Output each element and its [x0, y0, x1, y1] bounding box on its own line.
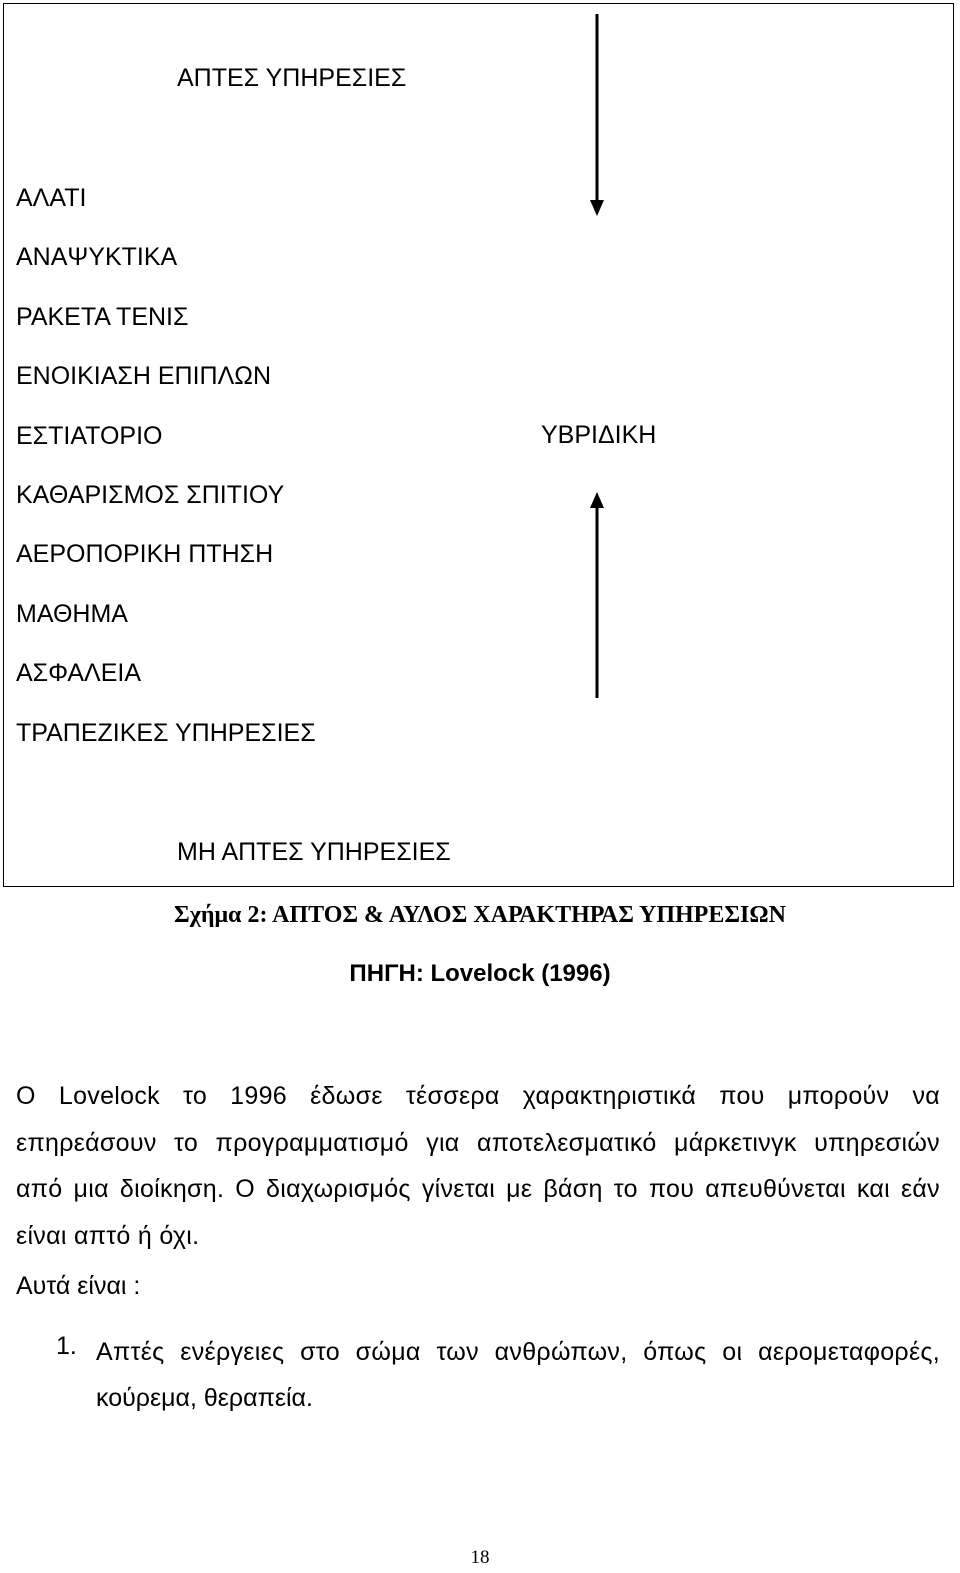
list-intro: Αυτά είναι : — [16, 1272, 141, 1300]
list-item: ΑΣΦΑΛΕΙΑ — [16, 659, 142, 688]
list-item: ΑΕΡΟΠΟΡΙΚΗ ΠΤΗΣΗ — [16, 540, 274, 569]
page-number: 18 — [470, 1547, 490, 1568]
list-item: ΕΝΟΙΚΙΑΣΗ ΕΠΙΠΛΩΝ — [16, 362, 272, 391]
paragraph-line: είναι απτό ή όχι. — [16, 1221, 200, 1250]
arrow-down-icon — [585, 14, 609, 216]
list-item-text — [96, 1329, 940, 1421]
figure-caption: Σχήμα 2: ΑΠΤΟΣ & ΑΥΛΟΣ ΧΑΡΑΚΤΗΡΑΣ ΥΠΗΡΕΣΙΩΝ — [174, 902, 786, 928]
list-item: ΕΣΤΙΑΤΟΡΙΟ — [16, 421, 163, 450]
list-item: ΜΑΘΗΜΑ — [16, 599, 128, 628]
paragraph-line: Ο Lovelock το 1996 έδωσε τέσσερα χαρακτηριστικά που μπορούν να — [16, 1082, 940, 1110]
body-paragraph — [16, 1073, 940, 1259]
list-item: ΑΝΑΨΥΚΤΙΚΑ — [16, 243, 178, 272]
list-item: ΚΑΘΑΡΙΣΜΟΣ ΣΠΙΤΙΟΥ — [16, 480, 285, 509]
list-item-line: κούρεμα, θεραπεία. — [96, 1384, 313, 1412]
list-item: ΡΑΚΕΤΑ ΤΕΝΙΣ — [16, 302, 189, 331]
list-item-number: 1. — [56, 1332, 77, 1360]
list-item-line: Απτές ενέργειες στο σώμα των ανθρώπων, όπως οι αερομεταφορές, — [96, 1338, 940, 1366]
list-item: ΑΛΑΤΙ — [16, 184, 87, 212]
figure-source: ΠΗΓΗ: Lovelock (1996) — [349, 960, 611, 987]
arrow-up-icon — [585, 492, 609, 698]
tangible-services-label: ΑΠΤΕΣ ΥΠΗΡΕΣΙΕΣ — [177, 64, 407, 92]
hybrid-label: ΥΒΡΙΔΙΚΗ — [541, 421, 657, 449]
intangible-services-label: ΜΗ ΑΠΤΕΣ ΥΠΗΡΕΣΙΕΣ — [177, 838, 451, 866]
services-list — [16, 182, 316, 776]
paragraph-line: επηρεάσουν το προγραμματισμό για αποτελεσματικό μάρκετινγκ υπηρεσιών — [16, 1128, 940, 1157]
paragraph-line: από μια διοίκηση. Ο διαχωρισμός γίνεται με βάση το που απευθύνεται και εάν — [16, 1175, 940, 1203]
list-item: ΤΡΑΠΕΖΙΚΕΣ ΥΠΗΡΕΣΙΕΣ — [16, 718, 316, 747]
